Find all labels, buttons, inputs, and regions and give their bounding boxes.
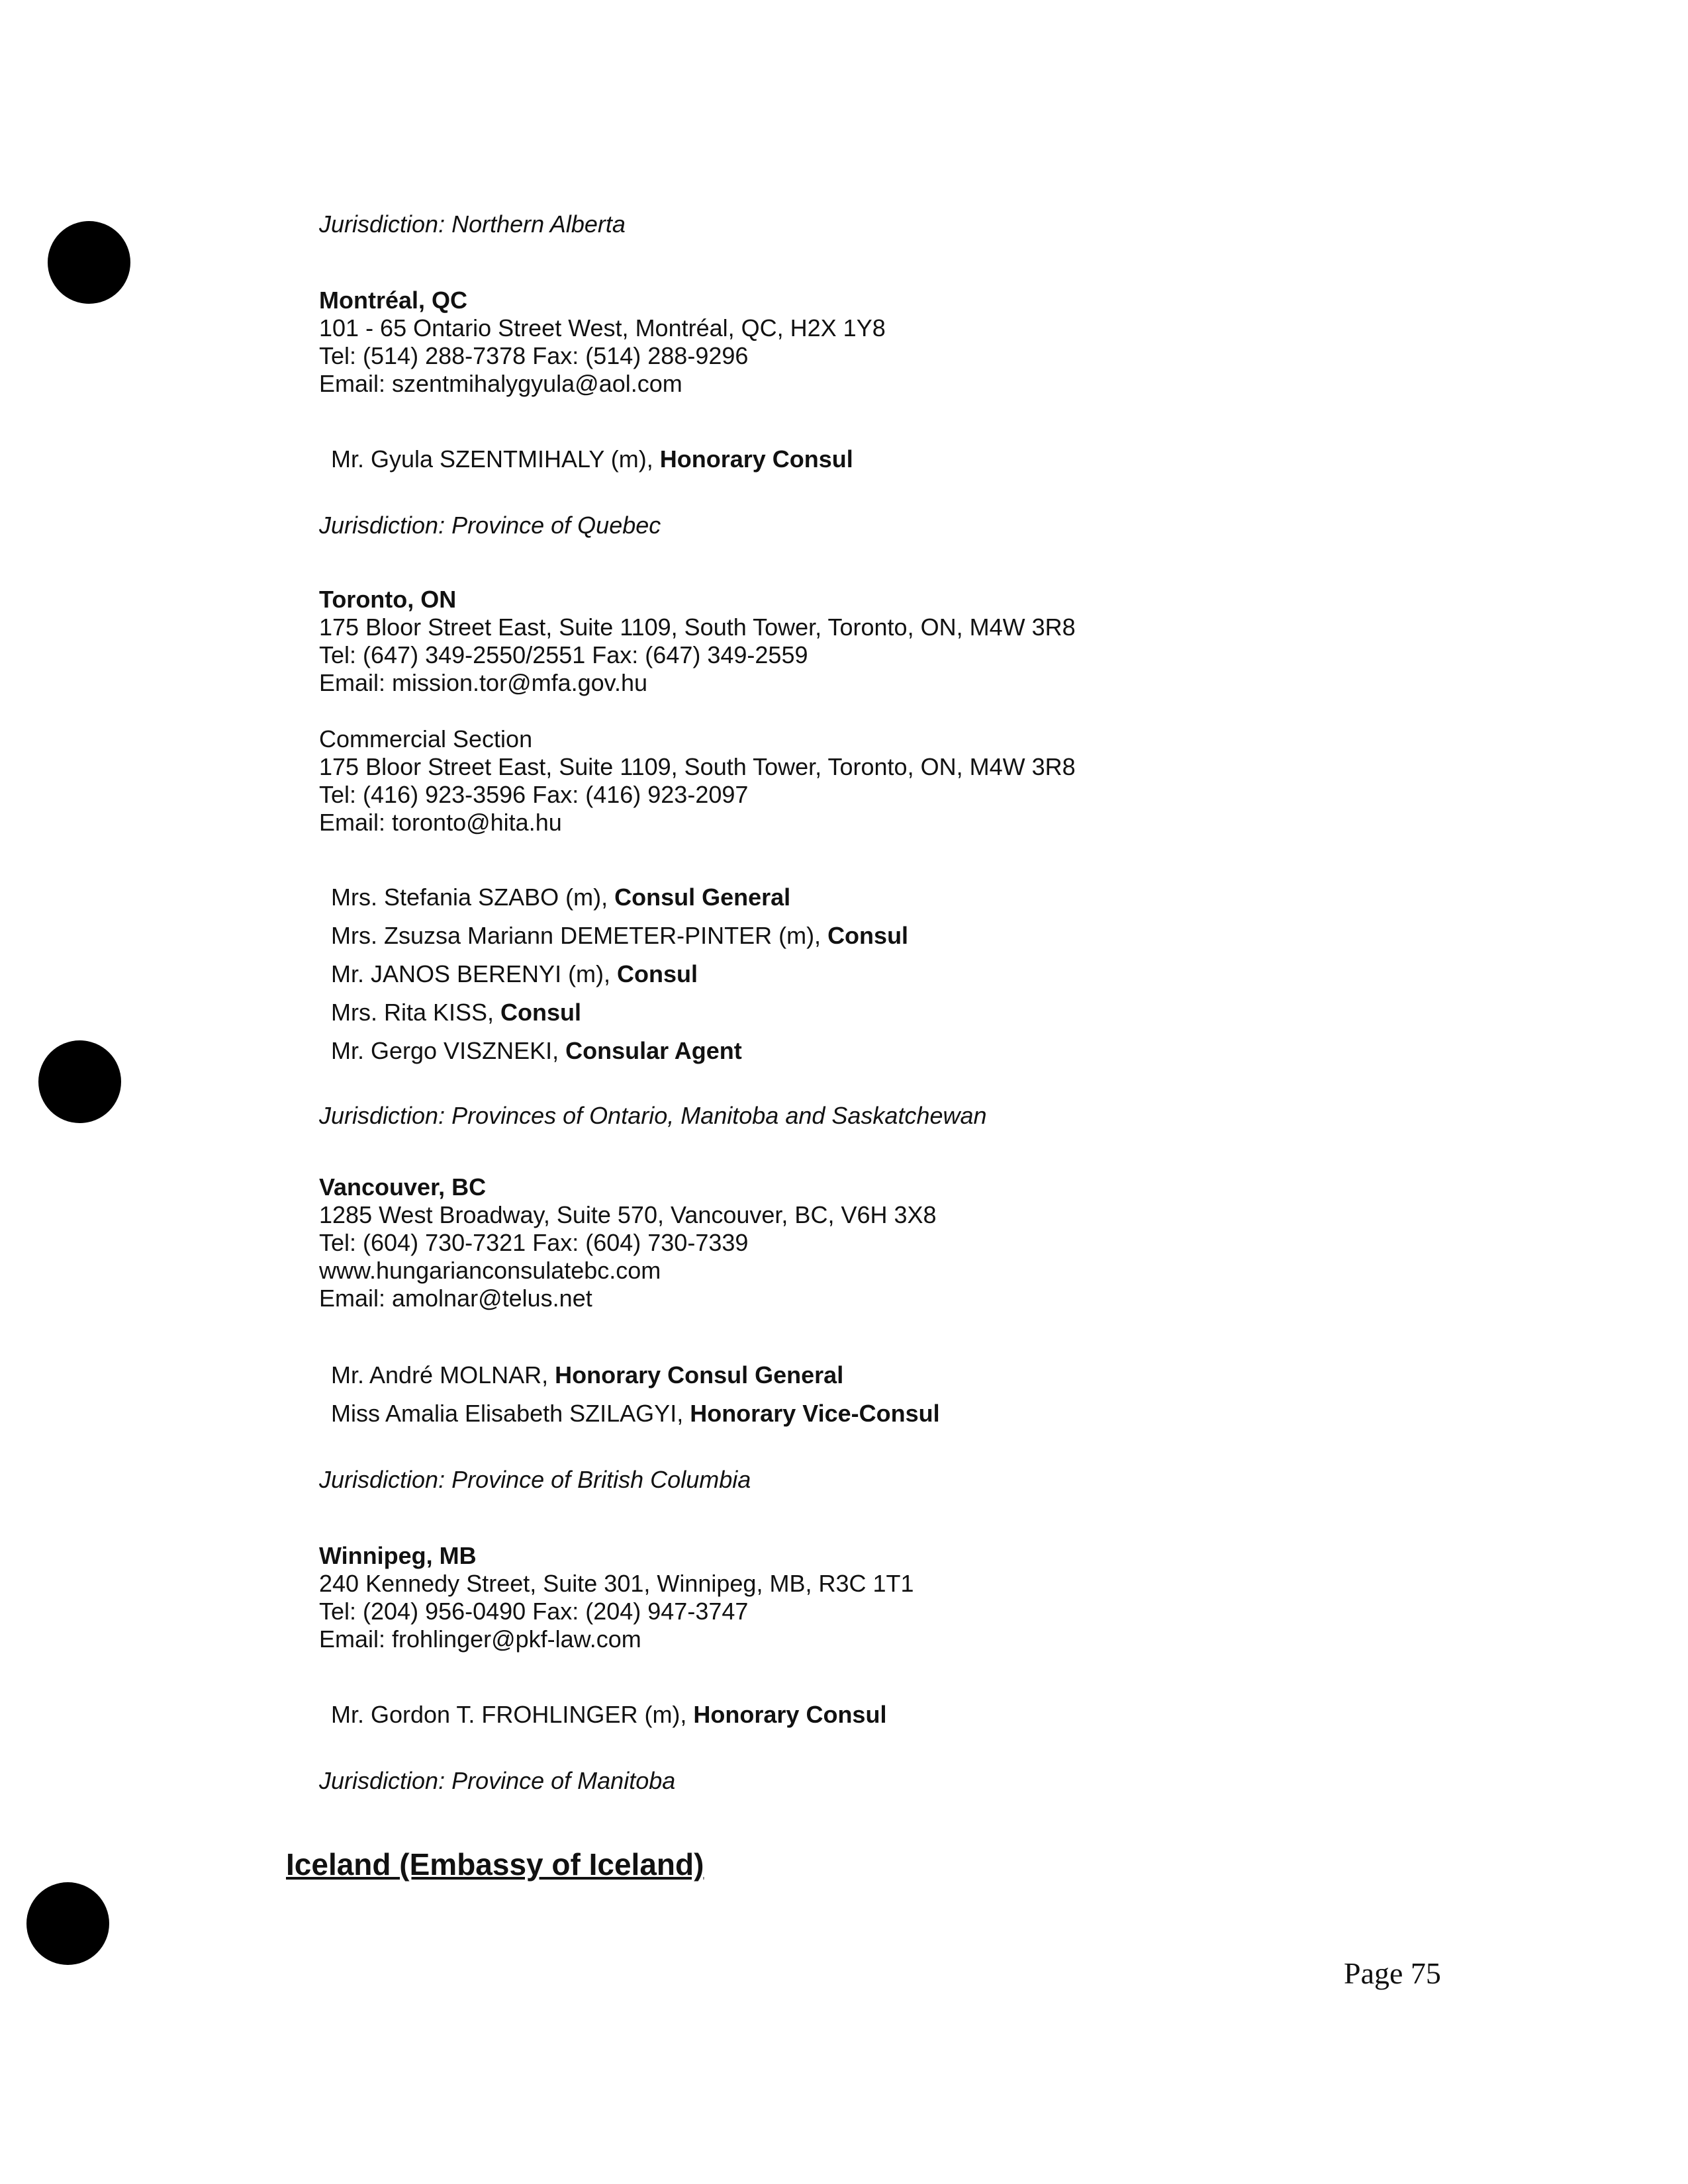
city-heading: Winnipeg, MB <box>319 1542 477 1569</box>
person-entry: Mr. Gergo VISZNEKI, Consular Agent <box>331 1037 742 1064</box>
page-number: Page 75 <box>1344 1956 1441 1990</box>
jurisdiction: Jurisdiction: Province of Quebec <box>319 512 661 539</box>
person-entry: Mrs. Zsuzsa Mariann DEMETER-PINTER (m), Consul <box>331 922 909 949</box>
person-entry: Mr. JANOS BERENYI (m), Consul <box>331 960 698 987</box>
commercial-section <box>319 725 1076 837</box>
section-heading-iceland: Iceland (Embassy of Iceland) <box>286 1847 704 1882</box>
consulate-winnipeg <box>319 1542 914 1653</box>
address: 1285 West Broadway, Suite 570, Vancouver, BC, V6H 3X8 <box>319 1201 937 1228</box>
city-heading: Vancouver, BC <box>319 1173 487 1201</box>
consulate-toronto <box>319 586 1076 697</box>
consulate-vancouver <box>319 1173 937 1312</box>
person-entry: Mrs. Stefania SZABO (m), Consul General <box>331 884 791 911</box>
email: Email: frohlinger@pkf-law.com <box>319 1625 641 1653</box>
phone-fax: Tel: (416) 923-3596 Fax: (416) 923-2097 <box>319 781 749 808</box>
phone-fax: Tel: (604) 730-7321 Fax: (604) 730-7339 <box>319 1229 749 1256</box>
address: 240 Kennedy Street, Suite 301, Winnipeg, MB, R3C 1T1 <box>319 1570 914 1597</box>
jurisdiction-northern-alberta: Jurisdiction: Northern Alberta <box>319 210 626 238</box>
email: Email: szentmihalygyula@aol.com <box>319 370 682 397</box>
jurisdiction: Jurisdiction: Province of British Columbia <box>319 1466 751 1493</box>
address: 175 Bloor Street East, Suite 1109, South Tower, Toronto, ON, M4W 3R8 <box>319 614 1076 641</box>
address: 101 - 65 Ontario Street West, Montréal, QC, H2X 1Y8 <box>319 314 886 341</box>
jurisdiction: Jurisdiction: Provinces of Ontario, Manitoba and Saskatchewan <box>319 1102 987 1129</box>
email: Email: mission.tor@mfa.gov.hu <box>319 669 648 696</box>
person-entry: Mr. André MOLNAR, Honorary Consul General <box>331 1361 844 1388</box>
email: Email: toronto@hita.hu <box>319 809 562 836</box>
consulate-montreal <box>319 287 886 398</box>
commercial-label: Commercial Section <box>319 725 533 752</box>
address: 175 Bloor Street East, Suite 1109, South Tower, Toronto, ON, M4W 3R8 <box>319 753 1076 780</box>
punch-hole-bottom <box>26 1882 109 1965</box>
city-heading: Toronto, ON <box>319 586 457 613</box>
phone-fax: Tel: (514) 288-7378 Fax: (514) 288-9296 <box>319 342 749 369</box>
phone-fax: Tel: (204) 956-0490 Fax: (204) 947-3747 <box>319 1598 749 1625</box>
person-entry: Miss Amalia Elisabeth SZILAGYI, Honorary Vice-Consul <box>331 1400 940 1427</box>
jurisdiction: Jurisdiction: Province of Manitoba <box>319 1767 676 1794</box>
punch-hole-top <box>48 221 130 304</box>
phone-fax: Tel: (647) 349-2550/2551 Fax: (647) 349-2559 <box>319 641 808 668</box>
website: www.hungarianconsulatebc.com <box>319 1257 661 1284</box>
city-heading: Montréal, QC <box>319 287 468 314</box>
person-entry: Mrs. Rita KISS, Consul <box>331 999 582 1026</box>
person-entry: Mr. Gyula SZENTMIHALY (m), Honorary Consul <box>331 445 853 473</box>
email: Email: amolnar@telus.net <box>319 1285 592 1312</box>
person-entry: Mr. Gordon T. FROHLINGER (m), Honorary Consul <box>331 1701 887 1728</box>
punch-hole-middle <box>38 1040 121 1123</box>
